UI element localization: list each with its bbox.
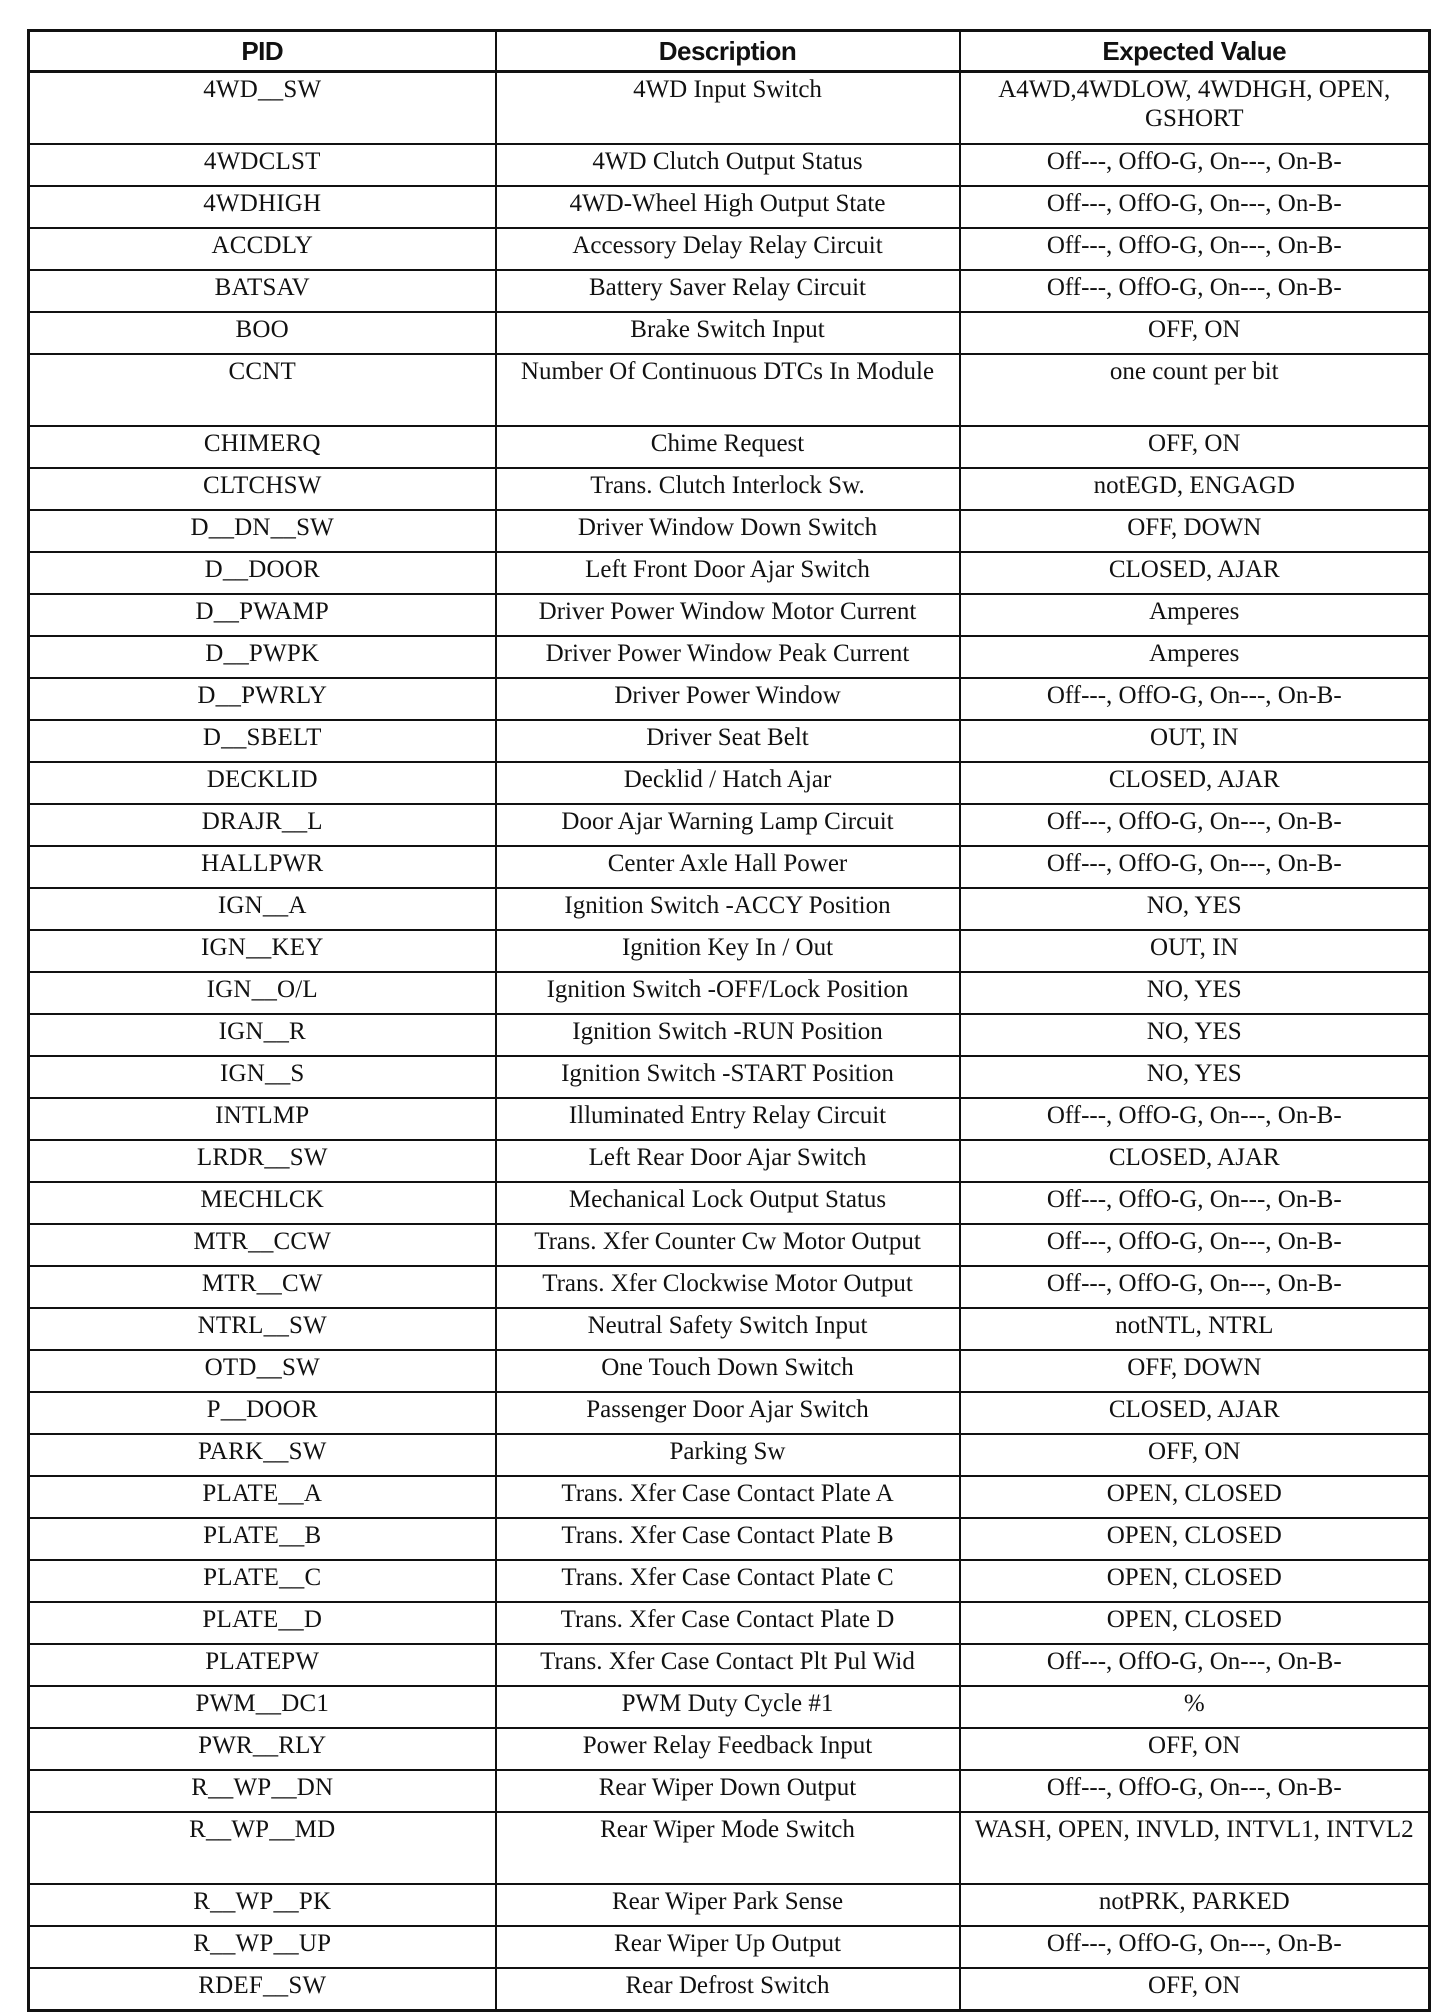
pid-cell: DECKLID: [29, 762, 496, 804]
pid-cell: BOO: [29, 312, 496, 354]
description-cell: Trans. Xfer Case Contact Plate A: [496, 1476, 960, 1518]
pid-cell: IGN__O/L: [29, 972, 496, 1014]
expected-value-cell: Off---, OffO-G, On---, On-B-: [960, 1644, 1430, 1686]
pid-cell: D__DN__SW: [29, 510, 496, 552]
pid-cell: PWM__DC1: [29, 1686, 496, 1728]
pid-cell: CLTCHSW: [29, 468, 496, 510]
pid-cell: R__WP__DN: [29, 1770, 496, 1812]
table-row: [29, 312, 1430, 354]
expected-value-cell: OFF, ON: [960, 312, 1430, 354]
expected-value-cell: Off---, OffO-G, On---, On-B-: [960, 804, 1430, 846]
pid-cell: PLATE__D: [29, 1602, 496, 1644]
pid-cell: IGN__A: [29, 888, 496, 930]
description-cell: Door Ajar Warning Lamp Circuit: [496, 804, 960, 846]
header-pid: PID: [29, 31, 496, 72]
table-row: [29, 186, 1430, 228]
table-row: [29, 1644, 1430, 1686]
expected-value-cell: Off---, OffO-G, On---, On-B-: [960, 1770, 1430, 1812]
description-cell: Rear Wiper Up Output: [496, 1926, 960, 1968]
description-cell: Driver Power Window: [496, 678, 960, 720]
expected-value-cell: CLOSED, AJAR: [960, 762, 1430, 804]
expected-value-cell: notEGD, ENGAGD: [960, 468, 1430, 510]
description-cell: Ignition Switch -RUN Position: [496, 1014, 960, 1056]
pid-cell: IGN__KEY: [29, 930, 496, 972]
table-row: [29, 228, 1430, 270]
description-cell: 4WD Clutch Output Status: [496, 144, 960, 186]
expected-value-cell: OPEN, CLOSED: [960, 1518, 1430, 1560]
table-row: [29, 762, 1430, 804]
expected-value-cell: NO, YES: [960, 888, 1430, 930]
description-cell: Trans. Xfer Case Contact Plate D: [496, 1602, 960, 1644]
expected-value-cell: NO, YES: [960, 972, 1430, 1014]
pid-cell: NTRL__SW: [29, 1308, 496, 1350]
description-cell: Power Relay Feedback Input: [496, 1728, 960, 1770]
table-row: [29, 72, 1430, 145]
table-row: [29, 1686, 1430, 1728]
expected-value-cell: one count per bit: [960, 354, 1430, 426]
expected-value-cell: OFF, DOWN: [960, 1350, 1430, 1392]
expected-value-cell: WASH, OPEN, INVLD, INTVL1, INTVL2: [960, 1812, 1430, 1884]
expected-value-cell: %: [960, 1686, 1430, 1728]
expected-value-cell: Off---, OffO-G, On---, On-B-: [960, 1926, 1430, 1968]
expected-value-cell: Amperes: [960, 594, 1430, 636]
description-cell: Trans. Clutch Interlock Sw.: [496, 468, 960, 510]
pid-cell: P__DOOR: [29, 1392, 496, 1434]
expected-value-cell: Off---, OffO-G, On---, On-B-: [960, 1098, 1430, 1140]
pid-reference-sheet: [27, 29, 1428, 2012]
expected-value-cell: OUT, IN: [960, 720, 1430, 762]
expected-value-cell: OFF, ON: [960, 426, 1430, 468]
table-row: [29, 930, 1430, 972]
description-cell: Driver Power Window Peak Current: [496, 636, 960, 678]
description-cell: Driver Window Down Switch: [496, 510, 960, 552]
pid-cell: D__DOOR: [29, 552, 496, 594]
table-row: [29, 1560, 1430, 1602]
pid-cell: RDEF__SW: [29, 1968, 496, 2011]
expected-value-cell: OFF, ON: [960, 1728, 1430, 1770]
table-row: [29, 972, 1430, 1014]
description-cell: Parking Sw: [496, 1434, 960, 1476]
description-cell: Brake Switch Input: [496, 312, 960, 354]
expected-value-cell: OFF, ON: [960, 1434, 1430, 1476]
expected-value-cell: Off---, OffO-G, On---, On-B-: [960, 1266, 1430, 1308]
expected-value-cell: Off---, OffO-G, On---, On-B-: [960, 270, 1430, 312]
expected-value-cell: Off---, OffO-G, On---, On-B-: [960, 144, 1430, 186]
pid-cell: OTD__SW: [29, 1350, 496, 1392]
table-body: [29, 72, 1430, 2011]
description-cell: 4WD-Wheel High Output State: [496, 186, 960, 228]
table-row: [29, 1350, 1430, 1392]
expected-value-cell: Off---, OffO-G, On---, On-B-: [960, 228, 1430, 270]
table-header: [29, 31, 1430, 72]
table-row: [29, 636, 1430, 678]
table-row: [29, 1308, 1430, 1350]
description-cell: Illuminated Entry Relay Circuit: [496, 1098, 960, 1140]
expected-value-cell: OUT, IN: [960, 930, 1430, 972]
pid-cell: PWR__RLY: [29, 1728, 496, 1770]
description-cell: Rear Wiper Down Output: [496, 1770, 960, 1812]
description-cell: Trans. Xfer Counter Cw Motor Output: [496, 1224, 960, 1266]
description-cell: Rear Wiper Mode Switch: [496, 1812, 960, 1884]
table-row: [29, 1770, 1430, 1812]
description-cell: Ignition Switch -OFF/Lock Position: [496, 972, 960, 1014]
pid-cell: PLATE__A: [29, 1476, 496, 1518]
pid-cell: D__SBELT: [29, 720, 496, 762]
description-cell: Left Front Door Ajar Switch: [496, 552, 960, 594]
table-row: [29, 1014, 1430, 1056]
table-row: [29, 1182, 1430, 1224]
pid-cell: 4WD__SW: [29, 72, 496, 145]
header-expected-value: Expected Value: [960, 31, 1430, 72]
table-row: [29, 888, 1430, 930]
pid-cell: 4WDHIGH: [29, 186, 496, 228]
pid-cell: PLATEPW: [29, 1644, 496, 1686]
header-description: Description: [496, 31, 960, 72]
description-cell: Ignition Switch -ACCY Position: [496, 888, 960, 930]
pid-cell: CCNT: [29, 354, 496, 426]
pid-cell: LRDR__SW: [29, 1140, 496, 1182]
pid-cell: MTR__CW: [29, 1266, 496, 1308]
pid-cell: D__PWAMP: [29, 594, 496, 636]
table-row: [29, 1728, 1430, 1770]
pid-cell: ACCDLY: [29, 228, 496, 270]
description-cell: Mechanical Lock Output Status: [496, 1182, 960, 1224]
table-row: [29, 594, 1430, 636]
description-cell: 4WD Input Switch: [496, 72, 960, 145]
expected-value-cell: CLOSED, AJAR: [960, 552, 1430, 594]
expected-value-cell: Amperes: [960, 636, 1430, 678]
expected-value-cell: Off---, OffO-G, On---, On-B-: [960, 186, 1430, 228]
pid-cell: D__PWPK: [29, 636, 496, 678]
pid-cell: BATSAV: [29, 270, 496, 312]
description-cell: Rear Wiper Park Sense: [496, 1884, 960, 1926]
table-row: [29, 1926, 1430, 1968]
header-row: [29, 31, 1430, 72]
table-row: [29, 1392, 1430, 1434]
pid-cell: R__WP__MD: [29, 1812, 496, 1884]
table-row: [29, 426, 1430, 468]
expected-value-cell: notNTL, NTRL: [960, 1308, 1430, 1350]
pid-cell: IGN__S: [29, 1056, 496, 1098]
table-row: [29, 1140, 1430, 1182]
table-row: [29, 678, 1430, 720]
expected-value-cell: Off---, OffO-G, On---, On-B-: [960, 678, 1430, 720]
description-cell: Trans. Xfer Case Contact Plate C: [496, 1560, 960, 1602]
pid-cell: MECHLCK: [29, 1182, 496, 1224]
table-row: [29, 354, 1430, 426]
expected-value-cell: Off---, OffO-G, On---, On-B-: [960, 1224, 1430, 1266]
pid-cell: INTLMP: [29, 1098, 496, 1140]
table-row: [29, 1812, 1430, 1884]
pid-cell: PLATE__B: [29, 1518, 496, 1560]
pid-cell: HALLPWR: [29, 846, 496, 888]
pid-table: [27, 29, 1431, 2012]
expected-value-cell: NO, YES: [960, 1056, 1430, 1098]
pid-cell: D__PWRLY: [29, 678, 496, 720]
description-cell: Trans. Xfer Clockwise Motor Output: [496, 1266, 960, 1308]
table-row: [29, 144, 1430, 186]
expected-value-cell: OPEN, CLOSED: [960, 1476, 1430, 1518]
table-row: [29, 720, 1430, 762]
table-row: [29, 1602, 1430, 1644]
description-cell: Accessory Delay Relay Circuit: [496, 228, 960, 270]
pid-cell: R__WP__PK: [29, 1884, 496, 1926]
expected-value-cell: CLOSED, AJAR: [960, 1140, 1430, 1182]
expected-value-cell: OPEN, CLOSED: [960, 1602, 1430, 1644]
table-row: [29, 1098, 1430, 1140]
expected-value-cell: CLOSED, AJAR: [960, 1392, 1430, 1434]
pid-cell: PLATE__C: [29, 1560, 496, 1602]
table-row: [29, 1266, 1430, 1308]
expected-value-cell: Off---, OffO-G, On---, On-B-: [960, 846, 1430, 888]
description-cell: Rear Defrost Switch: [496, 1968, 960, 2011]
pid-cell: DRAJR__L: [29, 804, 496, 846]
table-row: [29, 846, 1430, 888]
description-cell: Trans. Xfer Case Contact Plate B: [496, 1518, 960, 1560]
description-cell: Neutral Safety Switch Input: [496, 1308, 960, 1350]
expected-value-cell: NO, YES: [960, 1014, 1430, 1056]
table-row: [29, 804, 1430, 846]
description-cell: Ignition Switch -START Position: [496, 1056, 960, 1098]
pid-cell: MTR__CCW: [29, 1224, 496, 1266]
table-row: [29, 552, 1430, 594]
pid-cell: R__WP__UP: [29, 1926, 496, 1968]
description-cell: Driver Power Window Motor Current: [496, 594, 960, 636]
expected-value-cell: OPEN, CLOSED: [960, 1560, 1430, 1602]
expected-value-cell: Off---, OffO-G, On---, On-B-: [960, 1182, 1430, 1224]
table-row: [29, 1056, 1430, 1098]
pid-cell: CHIMERQ: [29, 426, 496, 468]
table-row: [29, 1434, 1430, 1476]
description-cell: Center Axle Hall Power: [496, 846, 960, 888]
table-row: [29, 1968, 1430, 2011]
description-cell: PWM Duty Cycle #1: [496, 1686, 960, 1728]
expected-value-cell: A4WD,4WDLOW, 4WDHGH, OPEN, GSHORT: [960, 72, 1430, 145]
table-row: [29, 468, 1430, 510]
description-cell: One Touch Down Switch: [496, 1350, 960, 1392]
description-cell: Ignition Key In / Out: [496, 930, 960, 972]
pid-cell: PARK__SW: [29, 1434, 496, 1476]
pid-cell: IGN__R: [29, 1014, 496, 1056]
table-row: [29, 1884, 1430, 1926]
description-cell: Number Of Continuous DTCs In Module: [496, 354, 960, 426]
pid-cell: 4WDCLST: [29, 144, 496, 186]
description-cell: Driver Seat Belt: [496, 720, 960, 762]
expected-value-cell: notPRK, PARKED: [960, 1884, 1430, 1926]
table-row: [29, 1224, 1430, 1266]
table-row: [29, 1518, 1430, 1560]
description-cell: Decklid / Hatch Ajar: [496, 762, 960, 804]
table-row: [29, 510, 1430, 552]
table-row: [29, 1476, 1430, 1518]
expected-value-cell: OFF, DOWN: [960, 510, 1430, 552]
description-cell: Left Rear Door Ajar Switch: [496, 1140, 960, 1182]
description-cell: Chime Request: [496, 426, 960, 468]
table-row: [29, 270, 1430, 312]
expected-value-cell: OFF, ON: [960, 1968, 1430, 2011]
description-cell: Battery Saver Relay Circuit: [496, 270, 960, 312]
description-cell: Passenger Door Ajar Switch: [496, 1392, 960, 1434]
description-cell: Trans. Xfer Case Contact Plt Pul Wid: [496, 1644, 960, 1686]
